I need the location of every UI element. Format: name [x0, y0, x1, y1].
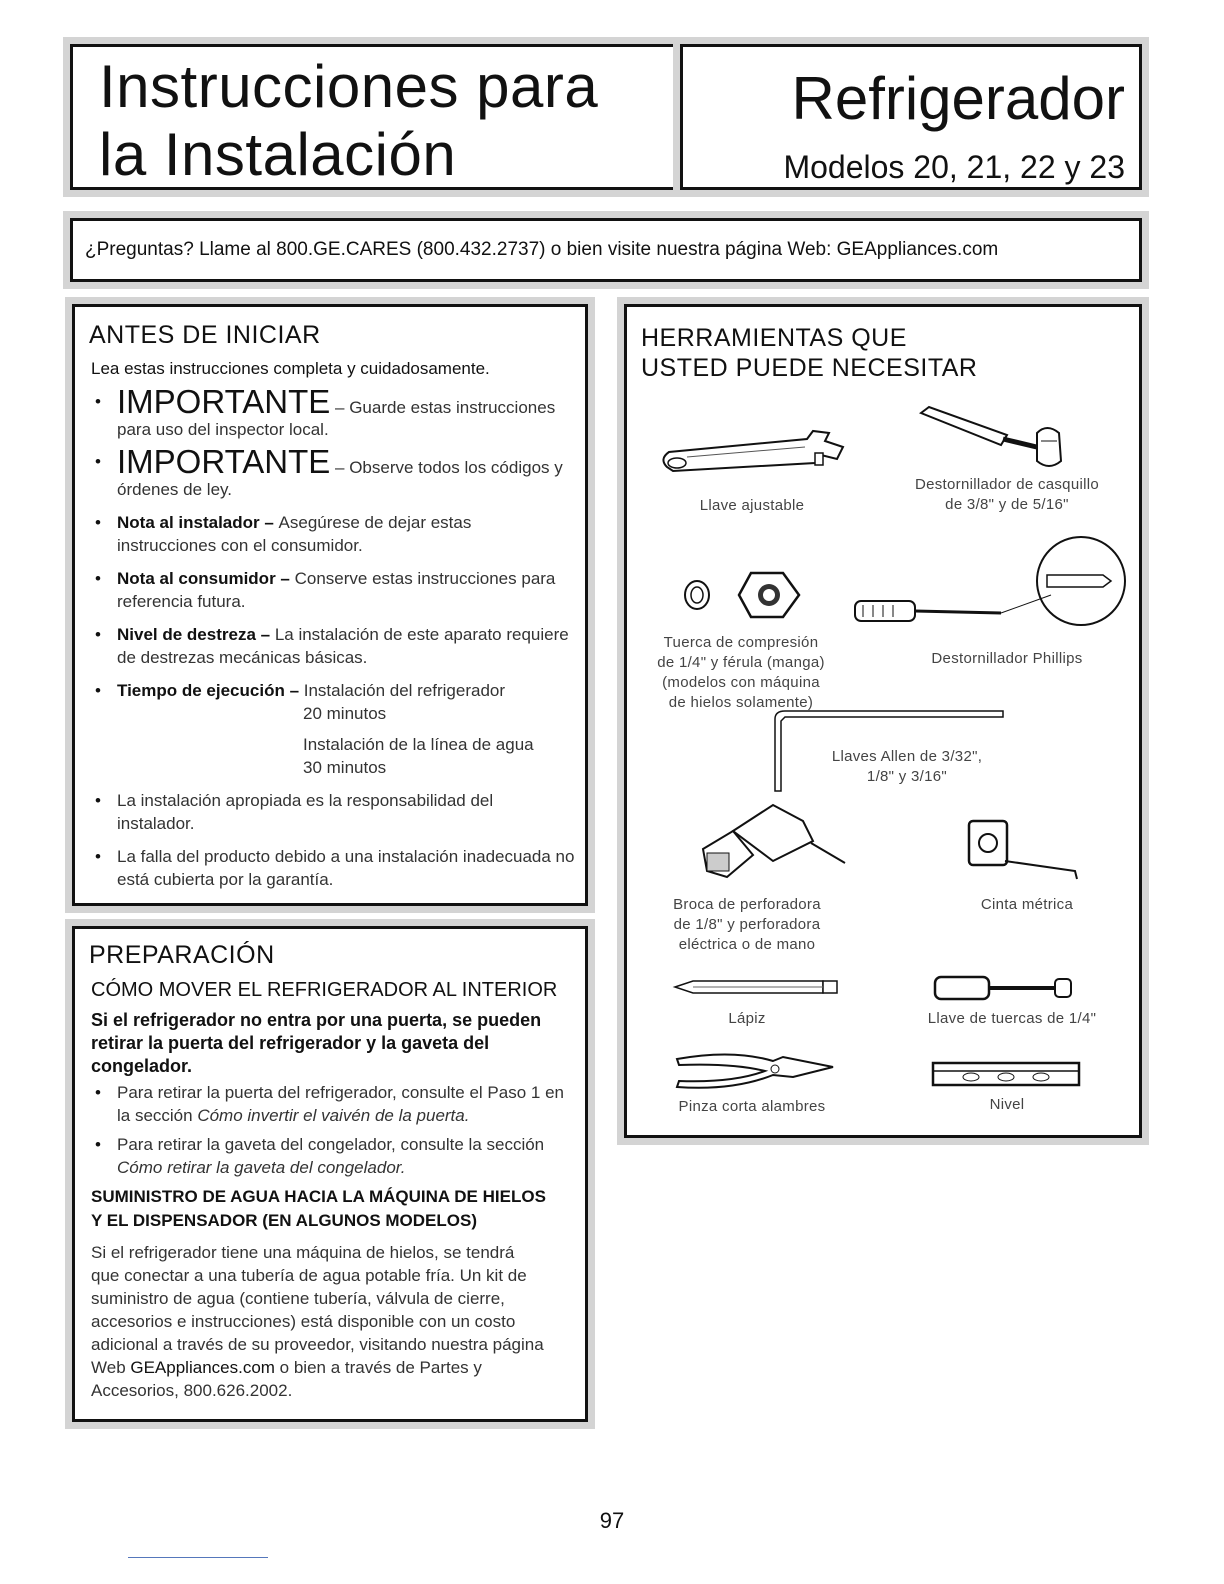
broca-label: Broca de perforadora de 1/8" y perforadora eléctrica o de mano: [673, 896, 821, 953]
antes-section: [72, 304, 588, 906]
herramientas-heading: HERRAMIENTAS QUE USTED PUEDE NECESITAR: [641, 324, 978, 382]
tuerca-compresion-label: Tuerca de compresión de 1/4" y férula (manga) (modelos con máquina de hielos solamente): [657, 634, 825, 711]
website-link[interactable]: GEAppliances.com: [130, 1358, 275, 1377]
herramientas-section: [624, 304, 1142, 1138]
antes-heading: ANTES DE INICIAR: [89, 321, 321, 349]
preparacion-subheading-1: CÓMO MOVER EL REFRIGERADOR AL INTERIOR: [91, 979, 558, 1001]
level-icon: [931, 1059, 1081, 1089]
list-item: • La falla del producto debido a una instalación inadecuada no está cubierta por la garantía.: [87, 845, 575, 891]
contact-bar: [70, 218, 1142, 282]
nivel-label: Nivel: [989, 1096, 1025, 1113]
pencil-icon: [673, 977, 843, 997]
llaves-allen-label: Llaves Allen de 3/32", 1/8" y 3/16": [831, 748, 983, 785]
preparacion-water-para: Si el refrigerador tiene una máquina de hielos, se tendrá que conectar a una tubería de agua potable fría. Un kit de suministro de agua (contiene tubería, válvula de cierre, accesorios e instrucciones) está disponible con un costo adicional a través de su proveedor, visitando nuestra página Web GEAppliances.com o bien a través de Partes y Accesorios, 800.626.2002.: [91, 1243, 544, 1400]
models-subtitle: Modelos 20, 21, 22 y 23: [783, 149, 1125, 185]
list-item: • IMPORTANTE – Observe todos los códigos y órdenes de ley.: [87, 451, 575, 501]
phillips-screwdriver-icon: [851, 535, 1131, 635]
list-item: • IMPORTANTE – Guarde estas instrucciones para uso del inspector local.: [87, 391, 575, 441]
list-item: • Para retirar la puerta del refrigerador, consulte el Paso 1 en la sección Cómo invertir el vaivén de la puerta.: [87, 1081, 575, 1127]
preparacion-list: [87, 1081, 575, 1189]
destornillador-phillips-label: Destornillador Phillips: [931, 650, 1083, 667]
list-item: • La instalación apropiada es la responsabilidad del instalador.: [87, 789, 575, 835]
cinta-metrica-label: Cinta métrica: [980, 896, 1074, 913]
preparacion-bold-para: Si el refrigerador no entra por una puerta, se pueden retirar la puerta del refrigerador y la gaveta del congelador.: [91, 1010, 542, 1076]
list-item: • Tiempo de ejecución – Instalación del refrigerador 20 minutos Instalación de la línea de agua 30 minutos: [87, 679, 575, 779]
title-box: [70, 44, 682, 190]
product-title: Refrigerador: [791, 65, 1125, 132]
socket-driver-icon: [917, 405, 1077, 475]
destornillador-casquillo-label: Destornillador de casquillo de 3/8" y de 5/16": [914, 476, 1100, 513]
llave-tuercas-label: Llave de tuercas de 1/4": [927, 1010, 1097, 1027]
nut-driver-icon: [933, 973, 1083, 1003]
lapiz-label: Lápiz: [728, 1010, 766, 1027]
adjustable-wrench-icon: [657, 427, 847, 487]
list-item: • Nota al consumidor – Conserve estas instrucciones para referencia futura.: [87, 567, 575, 613]
contact-text: ¿Preguntas? Llame al 800.GE.CARES (800.432.2737) o bien visite nuestra página Web: GEAppliances.com: [85, 239, 999, 260]
list-item: • Nota al instalador – Asegúrese de dejar estas instrucciones con el consumidor.: [87, 511, 575, 557]
preparacion-section: [72, 926, 588, 1422]
antes-list: [87, 383, 575, 901]
list-item: • Nivel de destreza – La instalación de este aparato requiere de destrezas mecánicas básicas.: [87, 623, 575, 669]
list-item: • Para retirar la gaveta del congelador, consulte la sección Cómo retirar la gaveta del congelador.: [87, 1133, 575, 1179]
page-number: 97: [599, 1508, 625, 1533]
drill-icon: [693, 801, 853, 891]
compression-nut-icon: [683, 565, 803, 625]
product-box: [680, 44, 1142, 190]
tape-measure-icon: [965, 817, 1085, 887]
title-line-2: la Instalación: [99, 121, 457, 188]
preparacion-subheading-2: SUMINISTRO DE AGUA HACIA LA MÁQUINA DE HIELOS Y EL DISPENSADOR (EN ALGUNOS MODELOS): [91, 1187, 546, 1230]
llave-ajustable-label: Llave ajustable: [699, 497, 805, 514]
title-line-1: Instrucciones para: [99, 53, 599, 120]
wire-cutter-icon: [673, 1047, 843, 1097]
preparacion-heading: PREPARACIÓN: [89, 941, 275, 969]
pinza-label: Pinza corta alambres: [678, 1098, 826, 1115]
footer-rule: [128, 1557, 268, 1558]
antes-lead: Lea estas instrucciones completa y cuidadosamente.: [91, 359, 490, 378]
